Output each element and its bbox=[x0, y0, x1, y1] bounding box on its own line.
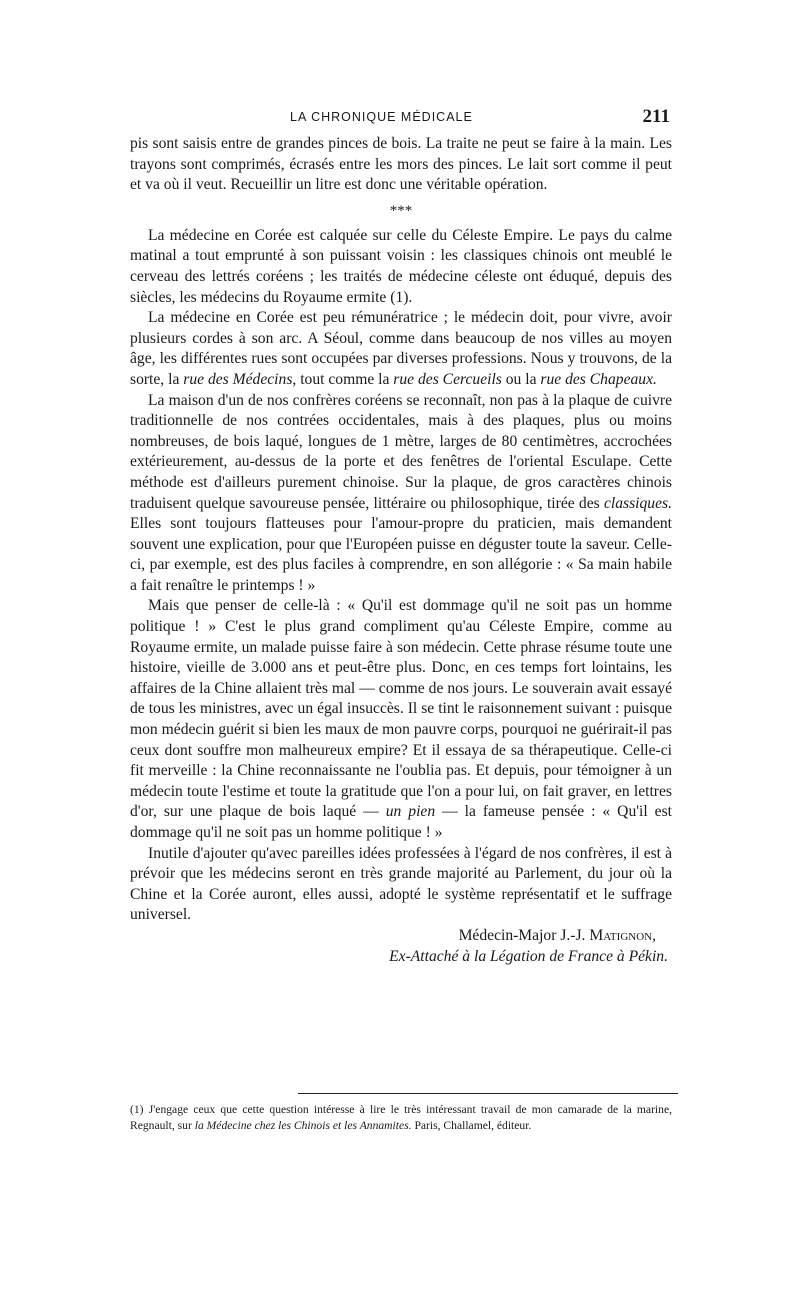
paragraph-parlement: Inutile d'ajouter qu'avec pareilles idées professées à l'égard de nos confrères, il est à prévoir que les médecins seront en très grande majorité au Parlement, du jour où la Chine et la Corée auront, elles aussi, adopté le système représentatif et le suffrage universel. bbox=[130, 844, 672, 924]
signature-title: Ex-Attaché à la Légation de France à Pékin. bbox=[389, 947, 668, 965]
running-header bbox=[130, 106, 670, 130]
signature-prefix: Médecin-Major J.-J. bbox=[458, 926, 590, 944]
text-run: La maison d'un de nos confrères coréens se reconnaît, non pas à la plaque de cuivre traditionnelle de nos contrées occidentales, mais à des plaques, plus ou moins nombreuses, de bois laqué, longues de 1 mètre, larges de 80 centimètres, accrochées extérieurement, au-dessus de la porte et des fenêtres de l'oriental Esculape. Cette méthode est d'ailleurs purement chinoise. Sur la plaque, de gros caractères chinois traduisent quelque savoureuse pensée, littéraire ou philosophique, tirée des bbox=[130, 391, 672, 512]
text-run: , tout comme la bbox=[292, 370, 394, 388]
italic-rue-des-chapeaux: rue des Chapeaux. bbox=[540, 370, 657, 388]
text-run: Elles sont toujours flatteuses pour l'amour-propre du praticien, mais demandent souvent une explication, pour que l'Européen puisse en déguster toute la saveur. Celle-ci, par exemple, est des plus faciles à comprendre, en son allégorie : « Sa main habile a fait renaître le printemps ! » bbox=[130, 515, 672, 594]
footnote bbox=[130, 1102, 672, 1134]
text-run: (1) J'engage ceux que cette question intéresse à lire le très intéressant travail de mon camarade de la marine, Regnault, sur bbox=[130, 1103, 672, 1132]
italic-un-pien: un pien bbox=[385, 803, 436, 821]
asterism-divider: *** bbox=[389, 202, 413, 219]
paragraph-plaques bbox=[130, 391, 672, 597]
italic-rue-des-medecins: rue des Médecins bbox=[183, 370, 293, 388]
paragraph-korean-medicine: La médecine en Corée est calquée sur celle du Céleste Empire. Le pays du calme matinal a tout emprunté à son puissant voisin : les classiques chinois ont meublé le cerveau des lettrés coréens ; les traités de médecine céleste ont éduqué, depuis des siècles, les médecins du Royaume ermite (1). bbox=[130, 226, 672, 306]
text-run: — la fameuse pensée : « Qu'il est dommage qu'il ne soit pas un homme politique ! » bbox=[130, 803, 672, 841]
footnote-rule bbox=[298, 1093, 678, 1094]
italic-book-title: la Médecine chez les Chinois et les Annamites. bbox=[194, 1119, 412, 1132]
paragraph-milking: pis sont saisis entre de grandes pinces de bois. La traite ne peut se faire à la main. Les trayons sont comprimés, écrasés entre les mors des pinces. Le lait sort comme il peut et va où il veut. Recueillir un litre est donc une véritable opération. bbox=[130, 135, 672, 194]
body-text bbox=[130, 134, 672, 967]
signature bbox=[130, 926, 672, 947]
running-title: LA CHRONIQUE MÉDICALE bbox=[290, 110, 473, 124]
text-run: ou la bbox=[501, 370, 541, 388]
paragraph-politique bbox=[130, 596, 672, 843]
text-run: Paris, Challamel, éditeur. bbox=[411, 1119, 532, 1132]
paragraph-remuneration bbox=[130, 308, 672, 390]
text-run: La médecine en Corée est peu rémunératrice ; le médecin doit, pour vivre, avoir plusieurs cordes à son arc. A Séoul, comme dans beaucoup de nos villes au moyen âge, les différentes rues sont occupées par diverses professions. Nous y trouvons, de la sorte, la bbox=[130, 309, 672, 388]
text-run: Mais que penser de celle-là : « Qu'il est dommage qu'il ne soit pas un homme politique ! » C'est le plus grand compliment qu'au Céleste Empire, comme au Royaume ermite, un malade puisse faire à son médecin. Cette phrase résume toute une histoire, vieille de 3.000 ans et peut-être plus. Donc, en ces temps fort lointains, les affaires de la Chine allaient très mal — comme de nos jours. Le souverain avait essayé de tous les ministres, avec un égal insuccès. Il se tint le raisonnement suivant : puisque mon médecin guérit si bien les maux de mon pauvre corps, pourquoi ne guérirait-il pas ceux dont souffre mon malheureux empire? Et il essaya de sa thérapeutique. Celle-ci fit merveille : la Chine reconnaissante ne l'oublia pas. Et depuis, pour témoigner à un médecin toute l'estime et toute la gratitude que l'on a pour lui, on fait graver, en lettres d'or, sur une plaque de bois laqué — bbox=[130, 597, 672, 821]
page-number: 211 bbox=[642, 106, 670, 127]
italic-classiques: classiques. bbox=[603, 494, 672, 512]
italic-rue-des-cercueils: rue des Cercueils bbox=[393, 370, 502, 388]
signature-name: Matignon, bbox=[589, 926, 656, 944]
